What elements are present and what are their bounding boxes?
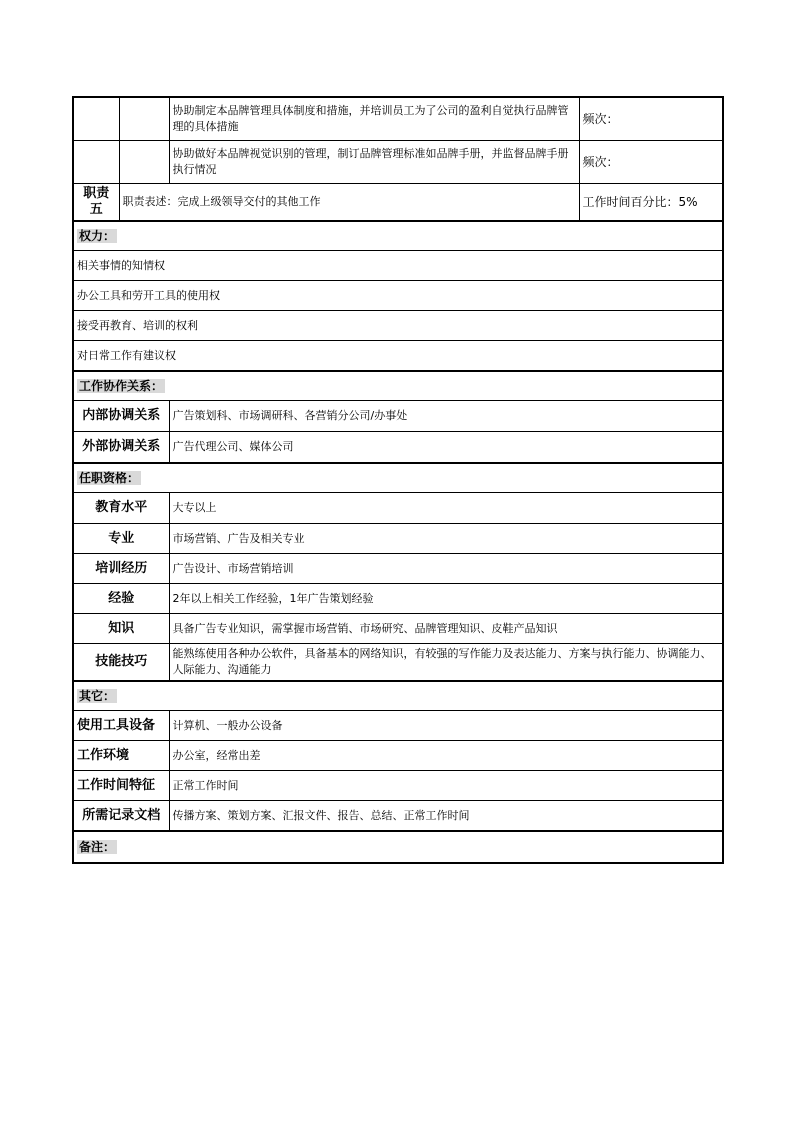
duty-five-row — [73, 184, 723, 222]
duty-five-time-percent: 工作时间百分比：5% — [579, 184, 723, 222]
notes-section-header — [73, 831, 723, 863]
frequency-label: 频次： — [579, 141, 723, 184]
external-relations-value: 广告代理公司、媒体公司 — [169, 432, 723, 464]
notes-heading: 备注： — [79, 840, 116, 854]
qualification-row: 技能技巧 能熟练使用各种办公软件，具备基本的网络知识，有较强的写作能力及表达能力、方案与执行能力、协调能力、人际能力、沟通能力 — [73, 644, 723, 682]
job-description-page — [72, 96, 722, 864]
other-row: 工作时间特征 正常工作时间 — [73, 771, 723, 801]
qualification-row: 培训经历 广告设计、市场营销培训 — [73, 554, 723, 584]
authority-item: 对日常工作有建议权 — [73, 341, 723, 372]
duty-task-text: 协助做好本品牌视觉识别的管理，制订品牌管理标准如品牌手册，并监督品牌手册执行情况 — [169, 141, 579, 184]
qualifications-section-header — [73, 463, 723, 493]
qualification-row: 教育水平 大专以上 — [73, 493, 723, 524]
duty-task-row — [73, 97, 723, 141]
authority-item: 办公工具和劳开工具的使用权 — [73, 281, 723, 311]
job-description-table — [72, 96, 724, 864]
qualification-row: 经验 2年以上相关工作经验，1年广告策划经验 — [73, 584, 723, 614]
authority-heading: 权力： — [79, 229, 116, 243]
cooperation-heading: 工作协作关系： — [79, 379, 164, 393]
authority-section-header — [73, 221, 723, 251]
external-relations-label: 外部协调关系 — [73, 432, 169, 464]
other-row: 使用工具设备 计算机、一般办公设备 — [73, 711, 723, 741]
qualifications-heading: 任职资格： — [79, 471, 140, 485]
other-heading: 其它： — [79, 689, 116, 703]
frequency-label: 频次： — [579, 97, 723, 141]
qualification-row: 专业 市场营销、广告及相关专业 — [73, 524, 723, 554]
internal-relations-value: 广告策划科、市场调研科、各营销分公司/办事处 — [169, 401, 723, 432]
other-row: 所需记录文档 传播方案、策划方案、汇报文件、报告、总结、正常工作时间 — [73, 801, 723, 832]
external-relations-row — [73, 432, 723, 464]
qualification-row: 知识 具备广告专业知识，需掌握市场营销、市场研究、品牌管理知识、皮鞋产品知识 — [73, 614, 723, 644]
duty-five-description: 职责表述：完成上级领导交付的其他工作 — [119, 184, 579, 222]
other-row: 工作环境 办公室，经常出差 — [73, 741, 723, 771]
other-section-header — [73, 681, 723, 711]
duty-five-label: 职责五 — [73, 184, 119, 222]
duty-task-row — [73, 141, 723, 184]
internal-relations-label: 内部协调关系 — [73, 401, 169, 432]
authority-item: 相关事情的知情权 — [73, 251, 723, 281]
authority-item: 接受再教育、培训的权利 — [73, 311, 723, 341]
duty-task-text: 协助制定本品牌管理具体制度和措施，并培训员工为了公司的盈利自觉执行品牌管理的具体措施 — [169, 97, 579, 141]
internal-relations-row — [73, 401, 723, 432]
cooperation-section-header — [73, 371, 723, 401]
